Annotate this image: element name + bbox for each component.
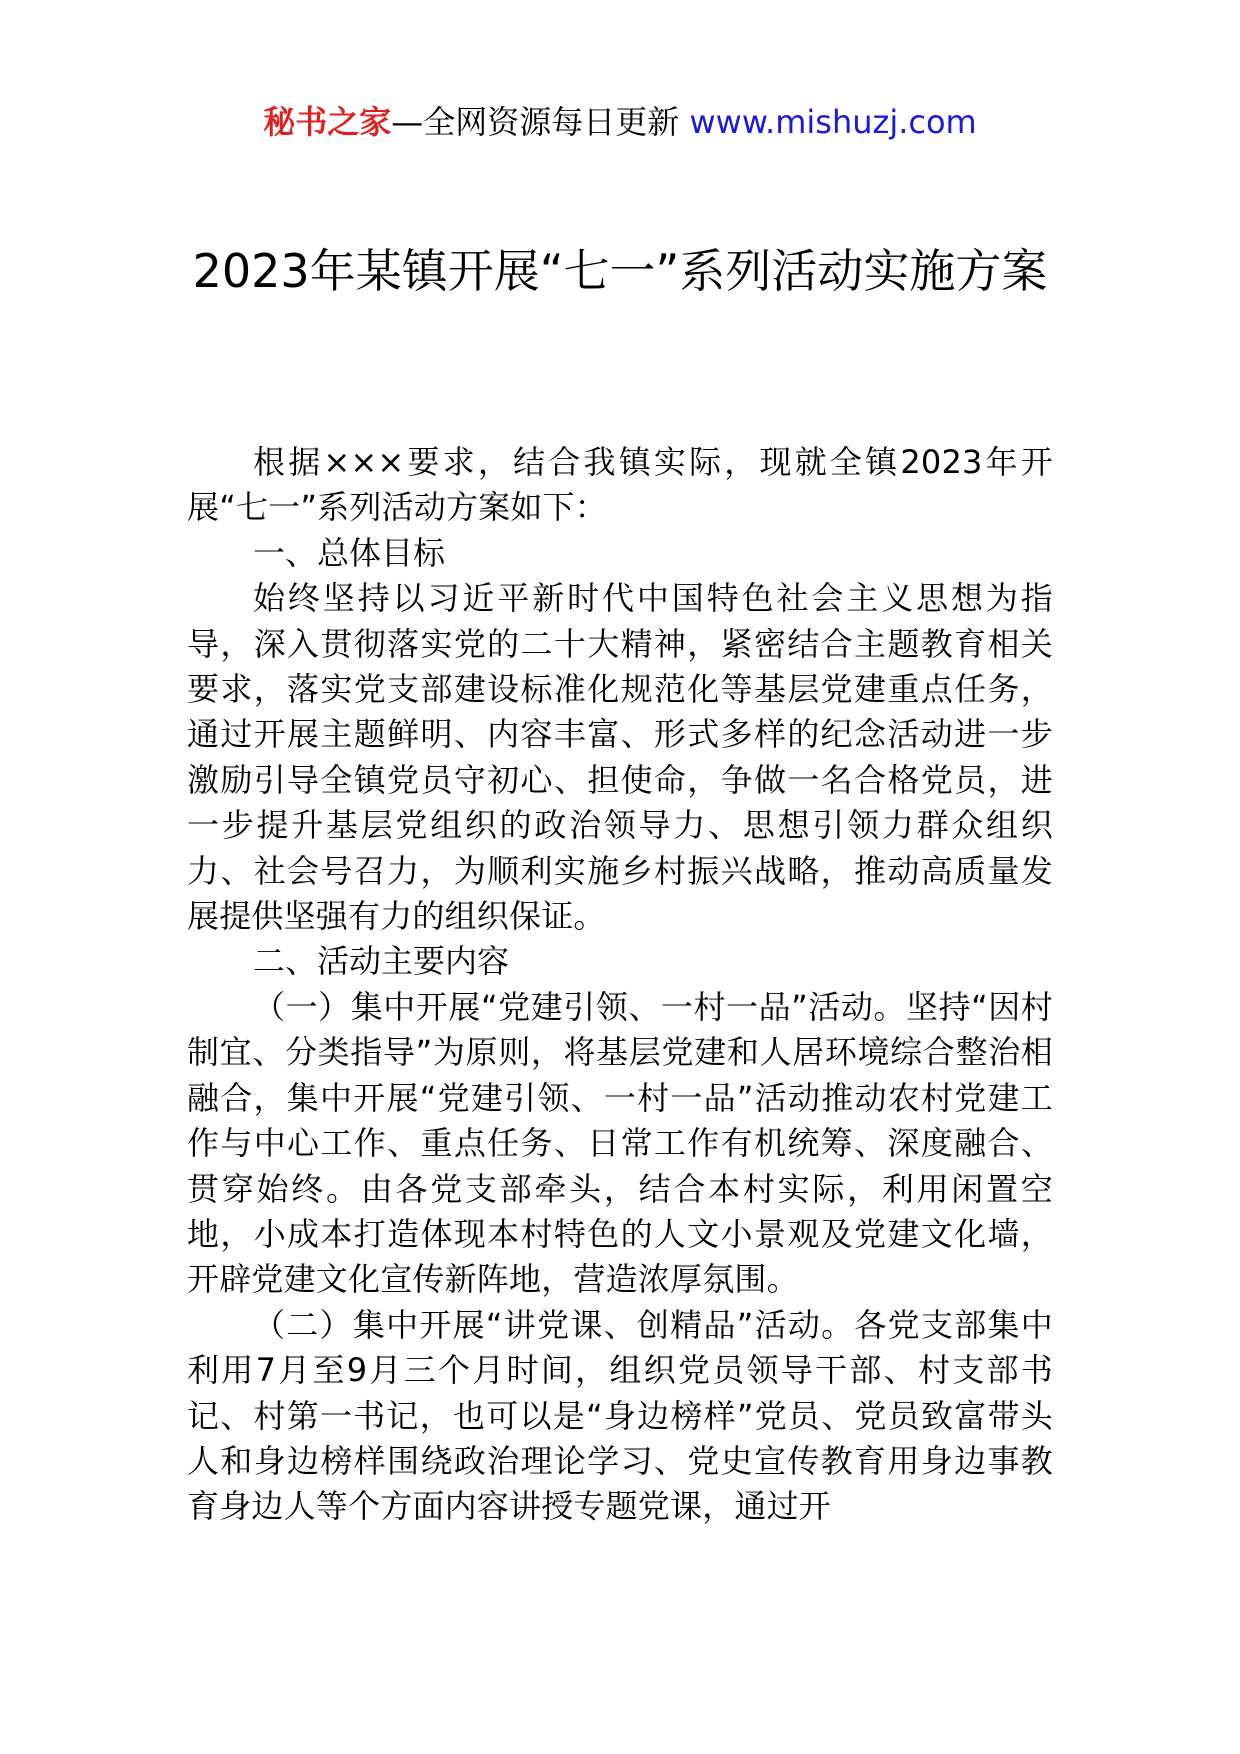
document-title: 2023年某镇开展“七一”系列活动实施方案 (192, 244, 1048, 298)
intro-paragraph: 根据×××要求，结合我镇实际，现就全镇2023年开展“七一”系列活动方案如下： (187, 443, 1053, 527)
section-heading-2: 二、活动主要内容 (253, 942, 510, 981)
site-header (0, 98, 1240, 146)
section-heading-1: 一、总体目标 (253, 533, 446, 572)
section-1-paragraph: 始终坚持以习近平新时代中国特色社会主义思想为指导，深入贯彻落实党的二十大精神，紧密结合主题教育相关要求，落实党支部建设标准化规范化等基层党建重点任务，通过开展主题鲜明、内容丰富、形式多样的纪念活动进一步激励引导全镇党员守初心、担使命，争做一名合格党员，进一步提升基层党组织的政治领导力、思想引领力群众组织力、社会号召力，为顺利实施乡村振兴战略，推动高质量发展提供坚强有力的组织保证。 (187, 579, 1053, 936)
section-2-item-2-paragraph: （二）集中开展“讲党课、创精品”活动。各党支部集中利用7月至9月三个月时间，组织党员领导干部、村支部书记、村第一书记，也可以是“身边榜样”党员、党员致富带头人和身边榜样围绕政治理论学习、党史宣传教育用身边事教育身边人等个方面内容讲授专题党课，通过开 (187, 1305, 1053, 1526)
brand-name: 秘书之家 (263, 103, 392, 141)
site-url-link[interactable]: www.mishuzj.com (689, 103, 977, 141)
document-body (187, 440, 1053, 1530)
header-tagline: —全网资源每日更新 (391, 103, 680, 141)
section-2-item-1-paragraph: （一）集中开展“党建引领、一村一品”活动。坚持“因村制宜、分类指导”为原则，将基层党建和人居环境综合整治相融合，集中开展“党建引领、一村一品”活动推动农村党建工作与中心工作、重点任务、日常工作有机统筹、深度融合、贯穿始终。由各党支部牵头，结合本村实际，利用闲置空地，小成本打造体现本村特色的人文小景观及党建文化墙，开辟党建文化宣传新阵地，营造浓厚氛围。 (187, 987, 1053, 1299)
